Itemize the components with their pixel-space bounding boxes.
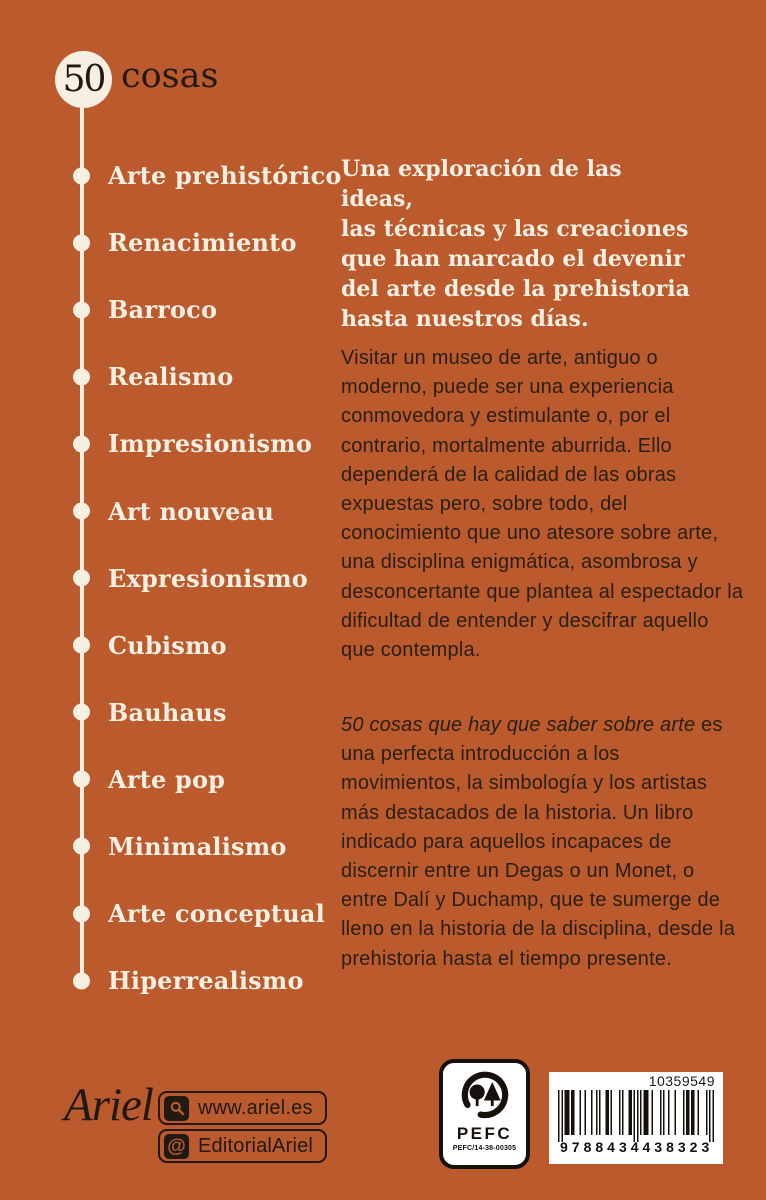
- timeline-item-label: Barroco: [108, 295, 218, 325]
- pefc-logo-icon: [457, 1068, 513, 1124]
- book-summary-paragraph: [341, 711, 745, 974]
- series-logo-word: cosas: [121, 56, 219, 96]
- timeline-dot: [73, 368, 90, 385]
- timeline-dot: [73, 905, 90, 922]
- barcode-top-number: 10359549: [648, 1073, 715, 1089]
- timeline-item: [0, 746, 342, 813]
- timeline-item: [0, 410, 342, 477]
- lead-line: del arte desde la prehistoria: [341, 276, 690, 302]
- social-handle: EditorialAriel: [198, 1134, 314, 1157]
- isbn-digit-group: 788434: [571, 1139, 643, 1155]
- timeline-item-label: Bauhaus: [108, 697, 227, 727]
- isbn-digits: [557, 1139, 715, 1155]
- series-logo-circle: [55, 51, 112, 108]
- timeline-item: [0, 880, 342, 947]
- timeline-dot: [73, 301, 90, 318]
- timeline-item: [0, 276, 342, 343]
- lead-line: que han marcado el devenir: [341, 246, 685, 272]
- website-badge: [158, 1091, 327, 1125]
- timeline-dot: [73, 503, 90, 520]
- lead-line: Una exploración de las ideas,: [341, 156, 622, 212]
- series-logo-number: 50: [62, 59, 105, 100]
- pefc-certification-label: [439, 1059, 530, 1169]
- timeline-dot: [73, 435, 90, 452]
- timeline-item: [0, 545, 342, 612]
- book-summary-rest: es una perfecta introducción a los movimientos, la simbología y los artistas más destacados de la historia. Un libro indicado para aquellos incapaces de discernir entre un Degas o un Monet, o entre Dalí y Duchamp, que te sumerge de lleno en la historia de la disciplina, desde la prehistoria hasta el tiempo presente.: [341, 714, 736, 970]
- timeline-item-label: Art nouveau: [108, 496, 275, 526]
- lead-line: hasta nuestros días.: [341, 306, 589, 332]
- timeline-dot: [73, 234, 90, 251]
- book-title-italic: 50 cosas que hay que saber sobre arte: [341, 714, 696, 736]
- description-paragraph: Visitar un museo de arte, antiguo o moderno, puede ser una experiencia conmovedora y estimulante o, por el contrario, mortalmente aburrida. Ello dependerá de la calidad de las obras expuestas pero, sobre todo, del conocimiento que uno atesore sobre arte, una disciplina enigmática, asombrosa y desconcertante que plantea al espectador la dificultad de entender y descifrar aquello que contempla.: [341, 347, 744, 662]
- timeline-item-label: Arte conceptual: [108, 899, 325, 929]
- timeline-item: [0, 343, 342, 410]
- pefc-name: PEFC: [456, 1124, 513, 1143]
- timeline-item: [0, 209, 342, 276]
- timeline-item-label: Renacimiento: [108, 228, 297, 258]
- pefc-code: PEFC/14-38-00305: [452, 1145, 517, 1152]
- timeline-dot: [73, 771, 90, 788]
- website-url: www.ariel.es: [198, 1096, 313, 1119]
- lead-line: las técnicas y las creaciones: [341, 216, 689, 242]
- timeline-item: [0, 947, 342, 1014]
- timeline-item-label: Cubismo: [108, 630, 227, 660]
- timeline-dot: [73, 838, 90, 855]
- timeline-dot: [73, 637, 90, 654]
- barcode-bars: [558, 1090, 714, 1142]
- timeline-dot: [73, 167, 90, 184]
- timeline-item-label: Minimalismo: [108, 831, 287, 861]
- timeline-item: [0, 142, 342, 209]
- timeline-item-label: Impresionismo: [108, 429, 313, 459]
- search-icon: [164, 1096, 189, 1121]
- barcode: [549, 1072, 723, 1164]
- timeline-item: [0, 679, 342, 746]
- social-badge: [158, 1129, 327, 1163]
- timeline-item: [0, 612, 342, 679]
- timeline-item-label: Realismo: [108, 362, 234, 392]
- timeline-item: [0, 813, 342, 880]
- timeline-item-label: Arte pop: [108, 764, 226, 794]
- timeline-list: [0, 142, 342, 1014]
- timeline-item-label: Hiperrealismo: [108, 966, 304, 996]
- timeline-item-label: Expresionismo: [108, 563, 309, 593]
- timeline-item-label: Arte prehistórico: [108, 161, 342, 191]
- publisher-logo: Ariel: [64, 1079, 153, 1131]
- isbn-digit-group: 438323: [642, 1139, 714, 1155]
- timeline-dot: [73, 570, 90, 587]
- lead-paragraph: [341, 154, 701, 334]
- timeline-item: [0, 477, 342, 544]
- timeline-dot: [73, 972, 90, 989]
- isbn-digit-group: 9: [560, 1139, 572, 1155]
- at-icon: @: [164, 1134, 189, 1159]
- timeline-dot: [73, 704, 90, 721]
